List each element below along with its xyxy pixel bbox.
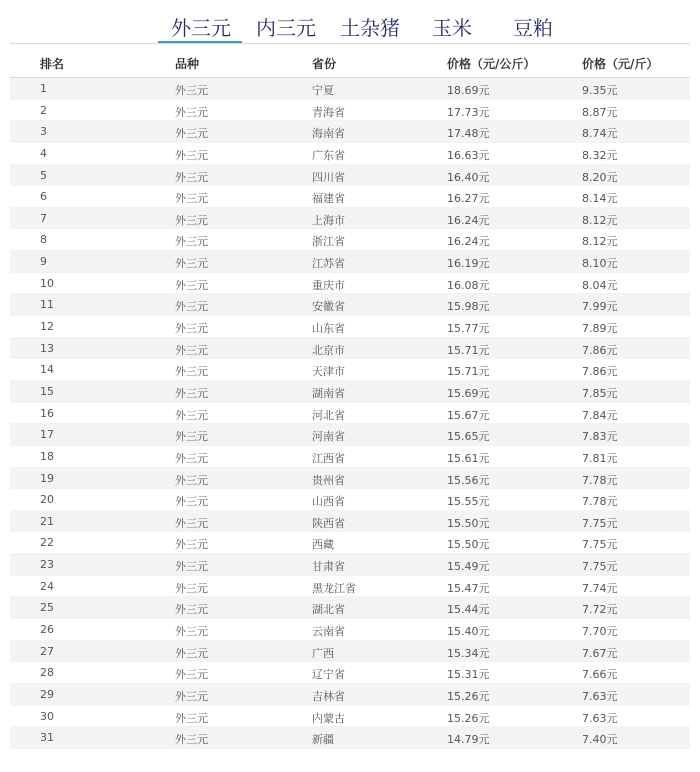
- price-jin-cell: 7.78元: [582, 495, 618, 509]
- variety-cell: 外三元: [175, 257, 208, 271]
- price-kg-cell: 16.08元: [447, 278, 490, 292]
- header-price-per-kg: 价格（元/公斤）: [447, 57, 536, 71]
- price-kg-cell: 15.69元: [447, 386, 490, 400]
- price-kg-cell: 16.40元: [447, 170, 490, 184]
- province-cell: 内蒙古: [312, 711, 345, 725]
- price-kg-cell: 15.55元: [447, 495, 490, 509]
- header-province: 省份: [312, 57, 337, 71]
- table-row: [10, 316, 690, 338]
- price-kg-cell: 15.40元: [447, 625, 490, 639]
- province-cell: 湖南省: [312, 386, 345, 400]
- province-cell: 西藏: [312, 538, 334, 552]
- price-jin-cell: 7.67元: [582, 646, 618, 660]
- province-cell: 湖北省: [312, 603, 345, 617]
- rank-cell: 23: [40, 558, 54, 572]
- rank-cell: 15: [40, 384, 54, 398]
- table-row: [10, 641, 690, 663]
- rank-cell: 25: [40, 601, 54, 615]
- province-cell: 浙江省: [312, 235, 345, 249]
- rank-cell: 19: [40, 471, 54, 485]
- price-jin-cell: 7.75元: [582, 538, 618, 552]
- rank-cell: 22: [40, 536, 54, 550]
- price-jin-cell: 7.72元: [582, 603, 618, 617]
- variety-cell: 外三元: [175, 646, 208, 660]
- variety-cell: 外三元: [175, 213, 208, 227]
- rank-cell: 2: [40, 103, 47, 117]
- table-row: [10, 381, 690, 403]
- price-kg-cell: 15.34元: [447, 646, 490, 660]
- rank-cell: 17: [40, 428, 54, 442]
- price-jin-cell: 8.12元: [582, 235, 618, 249]
- price-kg-cell: 15.61元: [447, 451, 490, 465]
- price-kg-cell: 15.47元: [447, 581, 490, 595]
- variety-cell: 外三元: [175, 235, 208, 249]
- table-row: [10, 511, 690, 533]
- price-jin-cell: 8.10元: [582, 257, 618, 271]
- variety-cell: 外三元: [175, 105, 208, 119]
- variety-cell: 外三元: [175, 170, 208, 184]
- table-row: [10, 186, 690, 208]
- table-row: [10, 619, 690, 641]
- table-row: [10, 229, 690, 251]
- price-jin-cell: 8.20元: [582, 170, 618, 184]
- variety-cell: 外三元: [175, 278, 208, 292]
- table-row: [10, 294, 690, 316]
- rank-cell: 12: [40, 320, 54, 334]
- table-row: [10, 576, 690, 598]
- province-cell: 重庆市: [312, 278, 345, 292]
- table-row: [10, 684, 690, 706]
- table-row: [10, 554, 690, 576]
- price-kg-cell: 17.48元: [447, 127, 490, 141]
- price-jin-cell: 7.63元: [582, 689, 618, 703]
- variety-cell: 外三元: [175, 148, 208, 162]
- rank-cell: 14: [40, 363, 54, 377]
- price-jin-cell: 7.75元: [582, 516, 618, 530]
- price-kg-cell: 14.79元: [447, 733, 490, 747]
- price-jin-cell: 8.04元: [582, 278, 618, 292]
- variety-cell: 外三元: [175, 560, 208, 574]
- price-kg-cell: 16.19元: [447, 257, 490, 271]
- price-jin-cell: 8.87元: [582, 105, 618, 119]
- price-jin-cell: 7.85元: [582, 386, 618, 400]
- rank-cell: 11: [40, 298, 54, 312]
- table-row: [10, 424, 690, 446]
- price-kg-cell: 16.24元: [447, 235, 490, 249]
- price-jin-cell: 7.40元: [582, 733, 618, 747]
- price-kg-cell: 15.71元: [447, 343, 490, 357]
- rank-cell: 7: [40, 211, 47, 225]
- variety-cell: 外三元: [175, 689, 208, 703]
- province-cell: 广西: [312, 646, 334, 660]
- table-row: [10, 532, 690, 554]
- price-kg-cell: 15.98元: [447, 300, 490, 314]
- table-row: [10, 727, 690, 749]
- rank-cell: 6: [40, 190, 47, 204]
- price-kg-cell: 15.49元: [447, 560, 490, 574]
- province-cell: 天津市: [312, 365, 345, 379]
- province-cell: 甘肃省: [312, 560, 345, 574]
- table-row: [10, 597, 690, 619]
- rank-cell: 21: [40, 514, 54, 528]
- tab-yu-mi[interactable]: 玉米: [432, 16, 472, 40]
- province-cell: 北京市: [312, 343, 345, 357]
- price-kg-cell: 15.26元: [447, 711, 490, 725]
- price-jin-cell: 9.35元: [582, 84, 618, 97]
- table-row: [10, 143, 690, 165]
- province-cell: 青海省: [312, 105, 345, 119]
- province-cell: 福建省: [312, 192, 345, 206]
- rank-cell: 9: [40, 255, 47, 269]
- price-jin-cell: 7.99元: [582, 300, 618, 314]
- header-variety: 品种: [175, 57, 200, 71]
- variety-cell: 外三元: [175, 322, 208, 336]
- variety-cell: 外三元: [175, 430, 208, 444]
- province-cell: 山东省: [312, 322, 345, 336]
- rank-cell: 4: [40, 146, 47, 160]
- variety-cell: 外三元: [175, 84, 208, 97]
- province-cell: 云南省: [312, 625, 345, 639]
- province-cell: 河南省: [312, 430, 345, 444]
- variety-cell: 外三元: [175, 495, 208, 509]
- rank-cell: 28: [40, 666, 54, 680]
- price-kg-cell: 15.26元: [447, 689, 490, 703]
- table-row: [10, 706, 690, 728]
- variety-cell: 外三元: [175, 451, 208, 465]
- variety-cell: 外三元: [175, 408, 208, 422]
- table-header: [10, 48, 690, 78]
- province-cell: 江西省: [312, 451, 345, 465]
- rank-cell: 30: [40, 709, 54, 723]
- variety-cell: 外三元: [175, 625, 208, 639]
- price-jin-cell: 7.86元: [582, 365, 618, 379]
- price-kg-cell: 16.63元: [447, 148, 490, 162]
- price-ranking-table: [10, 48, 690, 749]
- price-jin-cell: 7.74元: [582, 581, 618, 595]
- table-row: [10, 446, 690, 468]
- rank-cell: 18: [40, 449, 54, 463]
- tab-dou-po[interactable]: 豆粕: [513, 16, 553, 40]
- table-row: [10, 165, 690, 187]
- province-cell: 海南省: [312, 127, 345, 141]
- rank-cell: 29: [40, 687, 54, 701]
- rank-cell: 10: [40, 276, 54, 290]
- table-row: [10, 208, 690, 230]
- variety-cell: 外三元: [175, 192, 208, 206]
- table-row: [10, 662, 690, 684]
- variety-cell: 外三元: [175, 733, 208, 747]
- table-row: [10, 403, 690, 425]
- price-kg-cell: 15.77元: [447, 322, 490, 336]
- province-cell: 吉林省: [312, 689, 345, 703]
- price-kg-cell: 16.24元: [447, 213, 490, 227]
- variety-cell: 外三元: [175, 538, 208, 552]
- rank-cell: 24: [40, 579, 54, 593]
- rank-cell: 1: [40, 82, 47, 95]
- price-kg-cell: 15.67元: [447, 408, 490, 422]
- rank-cell: 31: [40, 731, 54, 745]
- province-cell: 上海市: [312, 213, 345, 227]
- province-cell: 黑龙江省: [312, 581, 356, 595]
- price-kg-cell: 15.31元: [447, 668, 490, 682]
- price-jin-cell: 7.70元: [582, 625, 618, 639]
- category-tabs: [0, 0, 700, 44]
- table-row: [10, 273, 690, 295]
- price-jin-cell: 8.74元: [582, 127, 618, 141]
- rank-cell: 8: [40, 233, 47, 247]
- tab-tu-za-zhu[interactable]: 土杂猪: [340, 16, 400, 40]
- price-jin-cell: 7.89元: [582, 322, 618, 336]
- price-kg-cell: 15.71元: [447, 365, 490, 379]
- price-kg-cell: 17.73元: [447, 105, 490, 119]
- rank-cell: 27: [40, 644, 54, 658]
- price-kg-cell: 18.69元: [447, 84, 490, 97]
- variety-cell: 外三元: [175, 668, 208, 682]
- rank-cell: 26: [40, 623, 54, 637]
- table-row: [10, 100, 690, 122]
- variety-cell: 外三元: [175, 711, 208, 725]
- table-row: [10, 359, 690, 381]
- table-row: [10, 251, 690, 273]
- variety-cell: 外三元: [175, 386, 208, 400]
- price-jin-cell: 7.63元: [582, 711, 618, 725]
- variety-cell: 外三元: [175, 365, 208, 379]
- rank-cell: 5: [40, 168, 47, 182]
- province-cell: 宁夏: [312, 84, 334, 97]
- price-kg-cell: 15.50元: [447, 516, 490, 530]
- price-jin-cell: 7.81元: [582, 451, 618, 465]
- province-cell: 辽宁省: [312, 668, 345, 682]
- price-jin-cell: 7.75元: [582, 560, 618, 574]
- variety-cell: 外三元: [175, 581, 208, 595]
- province-cell: 河北省: [312, 408, 345, 422]
- tab-wai-san-yuan[interactable]: 外三元: [171, 16, 231, 40]
- province-cell: 四川省: [312, 170, 345, 184]
- variety-cell: 外三元: [175, 343, 208, 357]
- price-jin-cell: 7.84元: [582, 408, 618, 422]
- table-row: [10, 468, 690, 490]
- price-jin-cell: 8.14元: [582, 192, 618, 206]
- price-kg-cell: 16.27元: [447, 192, 490, 206]
- header-price-per-jin: 价格（元/斤）: [582, 57, 659, 71]
- price-jin-cell: 7.83元: [582, 430, 618, 444]
- province-cell: 江苏省: [312, 257, 345, 271]
- rank-cell: 16: [40, 406, 54, 420]
- table-body: [10, 78, 690, 749]
- table-row: [10, 121, 690, 143]
- province-cell: 贵州省: [312, 473, 345, 487]
- price-kg-cell: 15.65元: [447, 430, 490, 444]
- province-cell: 山西省: [312, 495, 345, 509]
- province-cell: 安徽省: [312, 300, 345, 314]
- price-jin-cell: 7.66元: [582, 668, 618, 682]
- price-kg-cell: 15.50元: [447, 538, 490, 552]
- price-jin-cell: 8.12元: [582, 213, 618, 227]
- price-kg-cell: 15.44元: [447, 603, 490, 617]
- variety-cell: 外三元: [175, 300, 208, 314]
- price-jin-cell: 8.32元: [582, 148, 618, 162]
- tab-nei-san-yuan[interactable]: 内三元: [256, 16, 316, 40]
- price-jin-cell: 7.78元: [582, 473, 618, 487]
- rank-cell: 3: [40, 125, 47, 139]
- table-row: [10, 338, 690, 360]
- variety-cell: 外三元: [175, 127, 208, 141]
- variety-cell: 外三元: [175, 603, 208, 617]
- table-row: [10, 78, 690, 100]
- province-cell: 广东省: [312, 148, 345, 162]
- province-cell: 新疆: [312, 733, 334, 747]
- variety-cell: 外三元: [175, 516, 208, 530]
- price-jin-cell: 7.86元: [582, 343, 618, 357]
- header-rank: 排名: [40, 57, 65, 71]
- rank-cell: 20: [40, 493, 54, 507]
- table-row: [10, 489, 690, 511]
- price-kg-cell: 15.56元: [447, 473, 490, 487]
- variety-cell: 外三元: [175, 473, 208, 487]
- province-cell: 陕西省: [312, 516, 345, 530]
- rank-cell: 13: [40, 341, 54, 355]
- tabs-divider: [10, 43, 690, 44]
